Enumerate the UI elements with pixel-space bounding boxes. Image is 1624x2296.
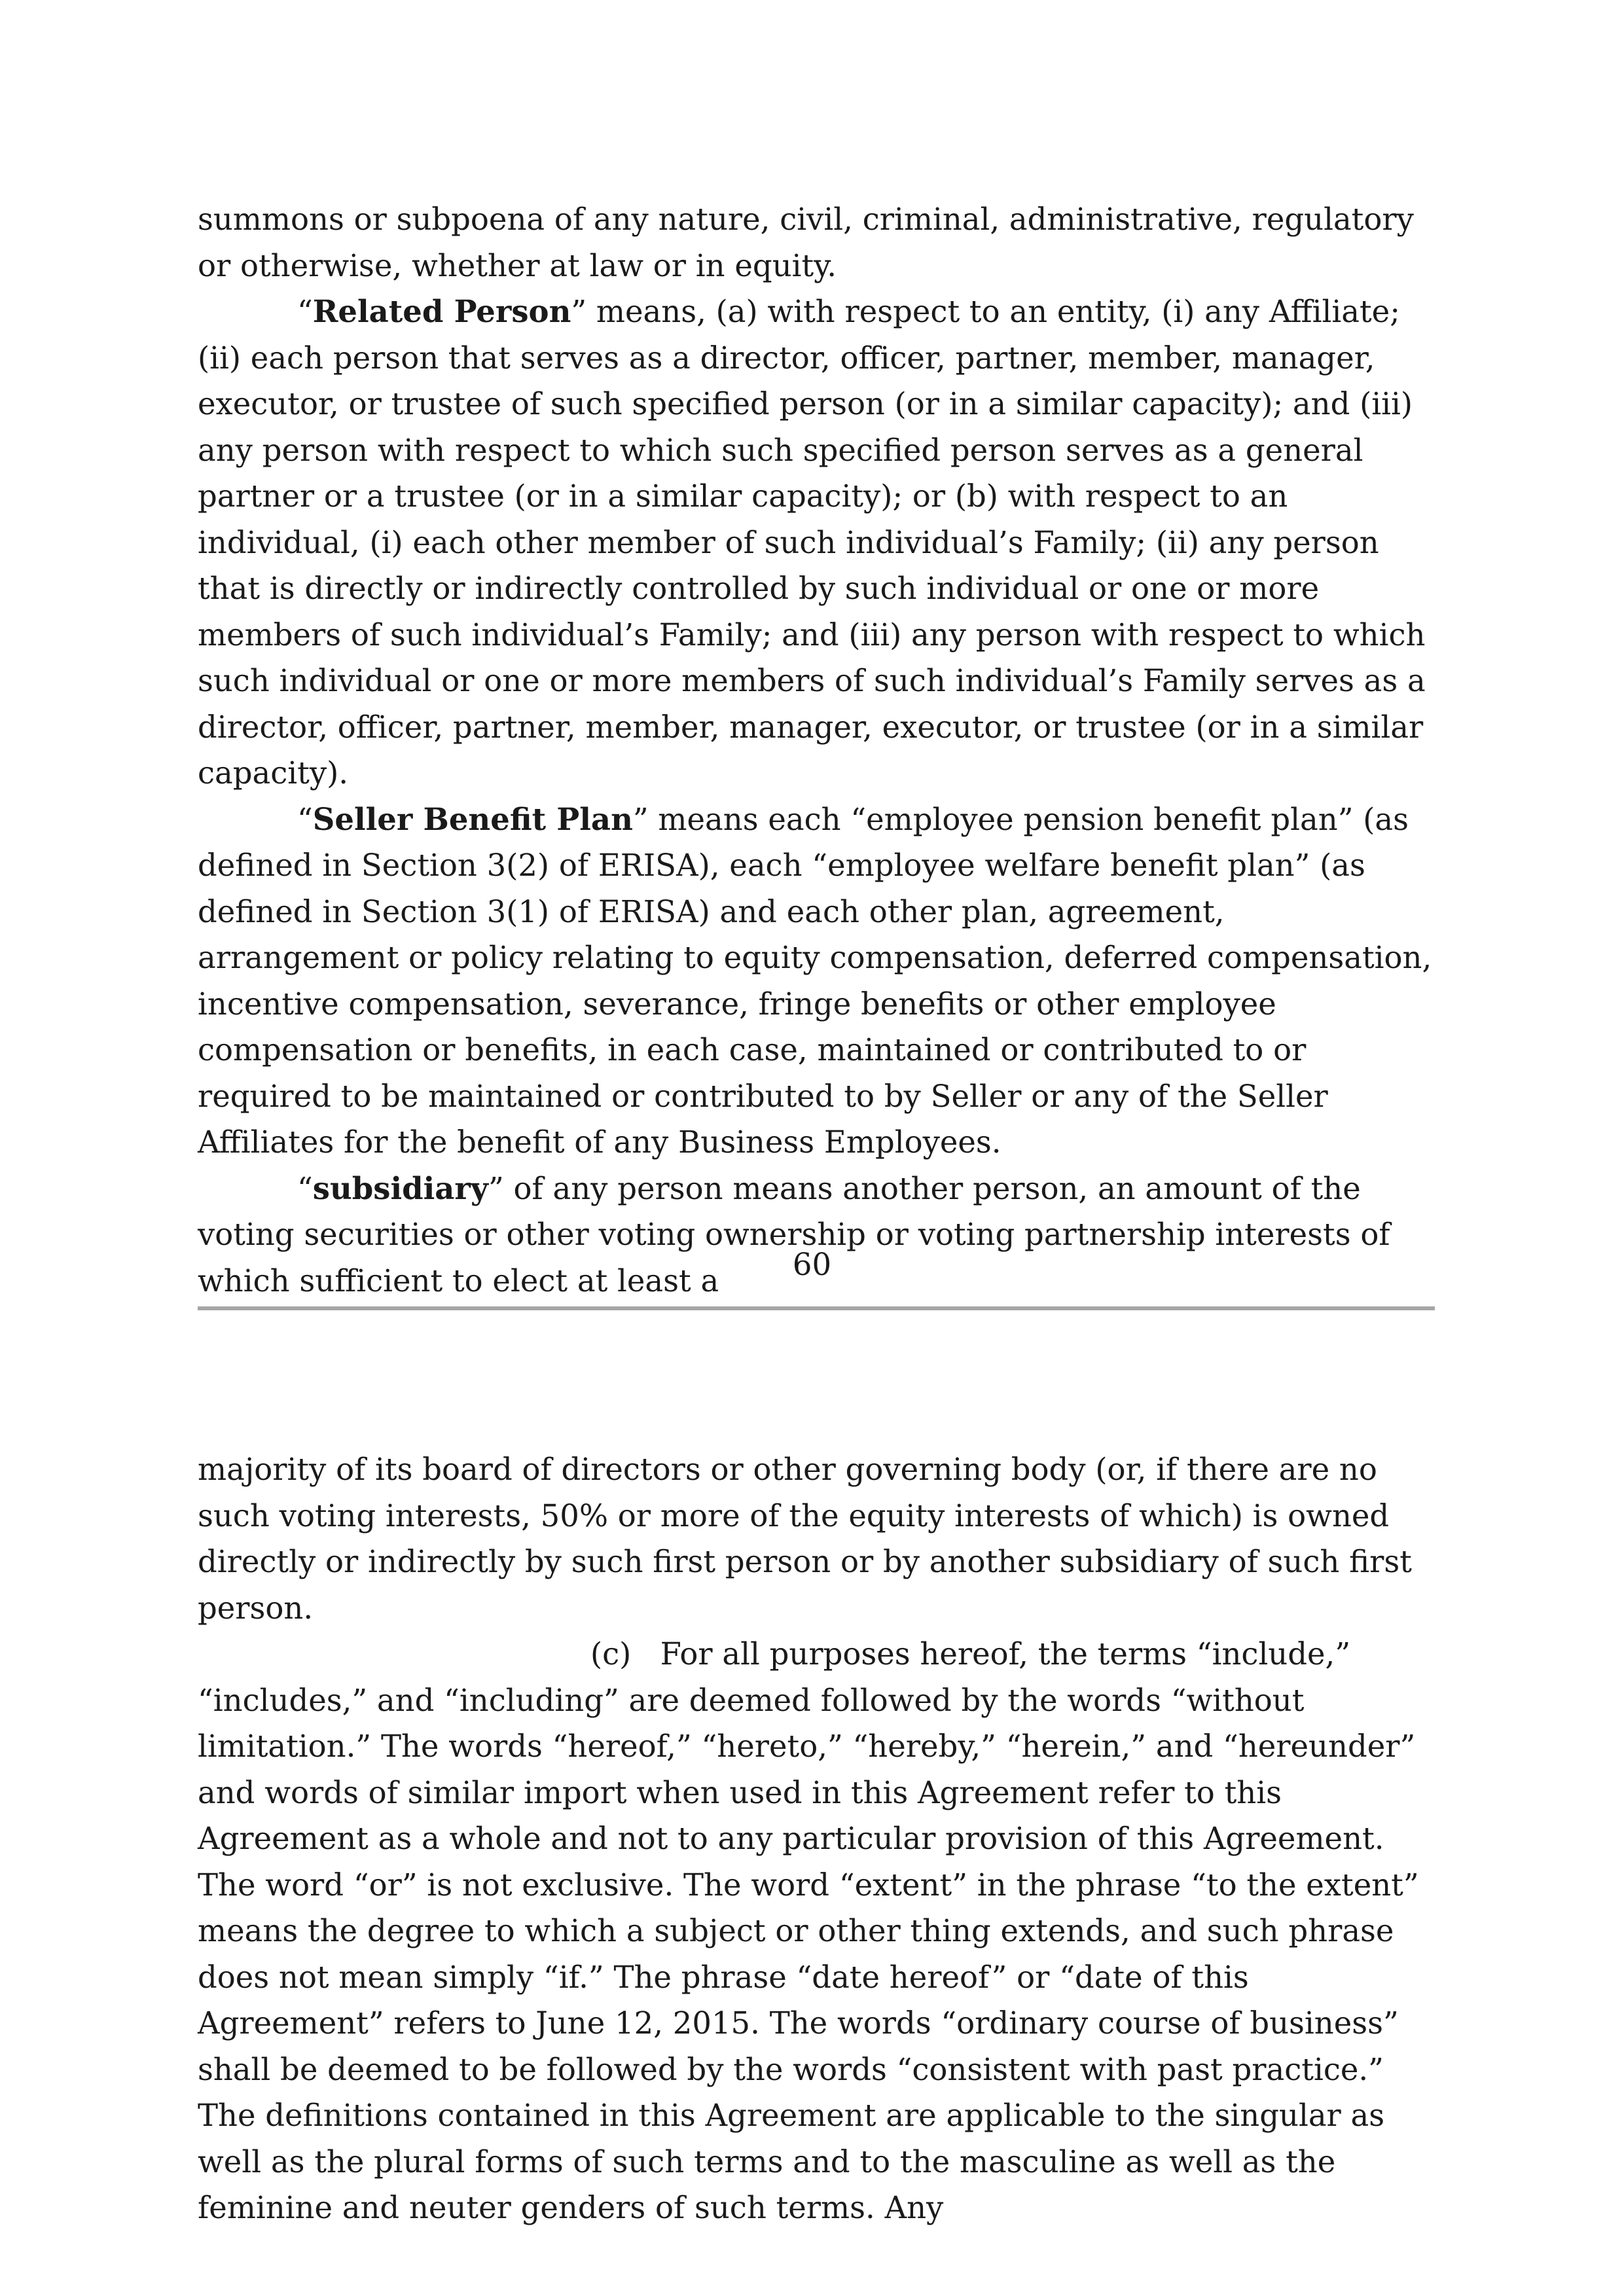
clause-text: For all purposes hereof, the terms “include,” “includes,” and “including” are deemed followed by the words “without limitation.” The words “hereof,” “hereto,” “hereby,” “herein,” and “hereunder” and words of similar import when used in this Agreement refer to this Agreement as a whole and not to any particular provision of this Agreement. The word “or” is not exclusive. The word “extent” in the phrase “to the extent” means the degree to which a subject or other thing extends, and such phrase does not mean simply “if.” The phrase “date hereof” or “date of this Agreement” refers to June 12, 2015. The words “ordinary course of business” shall be deemed to be followed by the words “consistent with past practice.” The definitions contained in this Agreement are applicable to the singular as well as the plural forms of such terms and to the masculine as well as the feminine and neuter genders of such terms. Any [198,1636,1419,2225]
continuation-paragraph: summons or subpoena of any nature, civil, criminal, administrative, regulatory or otherwise, whether at law or in equity. [198,202,1414,283]
open-quote: “ [297,801,313,837]
defined-term: Related Person [312,293,571,329]
open-quote: “ [297,294,313,329]
definition-related-person [198,289,1435,797]
page-two-body [198,1446,1435,2231]
open-quote: “ [297,1170,313,1206]
continuation-paragraph: majority of its board of directors or other governing body (or, if there are no such voting interests, 50% or more of the equity interests of which) is owned directly or indirectly by such first person or by another subsidiary of such first person. [198,1452,1412,1626]
definition-text: ” means each “employee pension benefit plan” (as defined in Section 3(2) of ERISA), each “employee welfare benefit plan” (as defined in Section 3(1) of ERISA) and each other plan, agreement, arrangement or policy relating to equity compensation, deferred compensation, incentive compensation, severance, fringe benefits or other employee compensation or benefits, in each case, maintained or contributed to or required to be maintained or contributed to by Seller or any of the Seller Affiliates for the benefit of any Business Employees. [198,801,1432,1160]
page-divider [198,1306,1435,1310]
clause-label: (c) [590,1636,632,1672]
definition-text: ” means, (a) with respect to an entity, (i) any Affiliate; (ii) each person that serves as a director, officer, partner, member, manager, executor, or trustee of such specified person (or in a similar capacity); and (iii) any person with respect to which such specified person serves as a general partner or a trustee (or in a similar capacity); or (b) with respect to an individual, (i) each other member of such individual’s Family; (ii) any person that is directly or indirectly controlled by such individual or one or more members of such individual’s Family; and (iii) any person with respect to which such individual or one or more members of such individual’s Family serves as a director, officer, partner, member, manager, executor, or trustee (or in a similar capacity). [198,294,1426,791]
defined-term: subsidiary [312,1170,488,1206]
clause-c [198,1631,1435,2231]
defined-term: Seller Benefit Plan [312,800,633,837]
definition-text: ” of any person means another person, an amount of the voting securities or other voting ownership or voting partnership interests of which sufficient to elect at least a [198,1170,1390,1299]
page-one-body [198,196,1435,1304]
page-number: 60 [792,1247,832,1282]
definition-seller-benefit-plan [198,797,1435,1166]
